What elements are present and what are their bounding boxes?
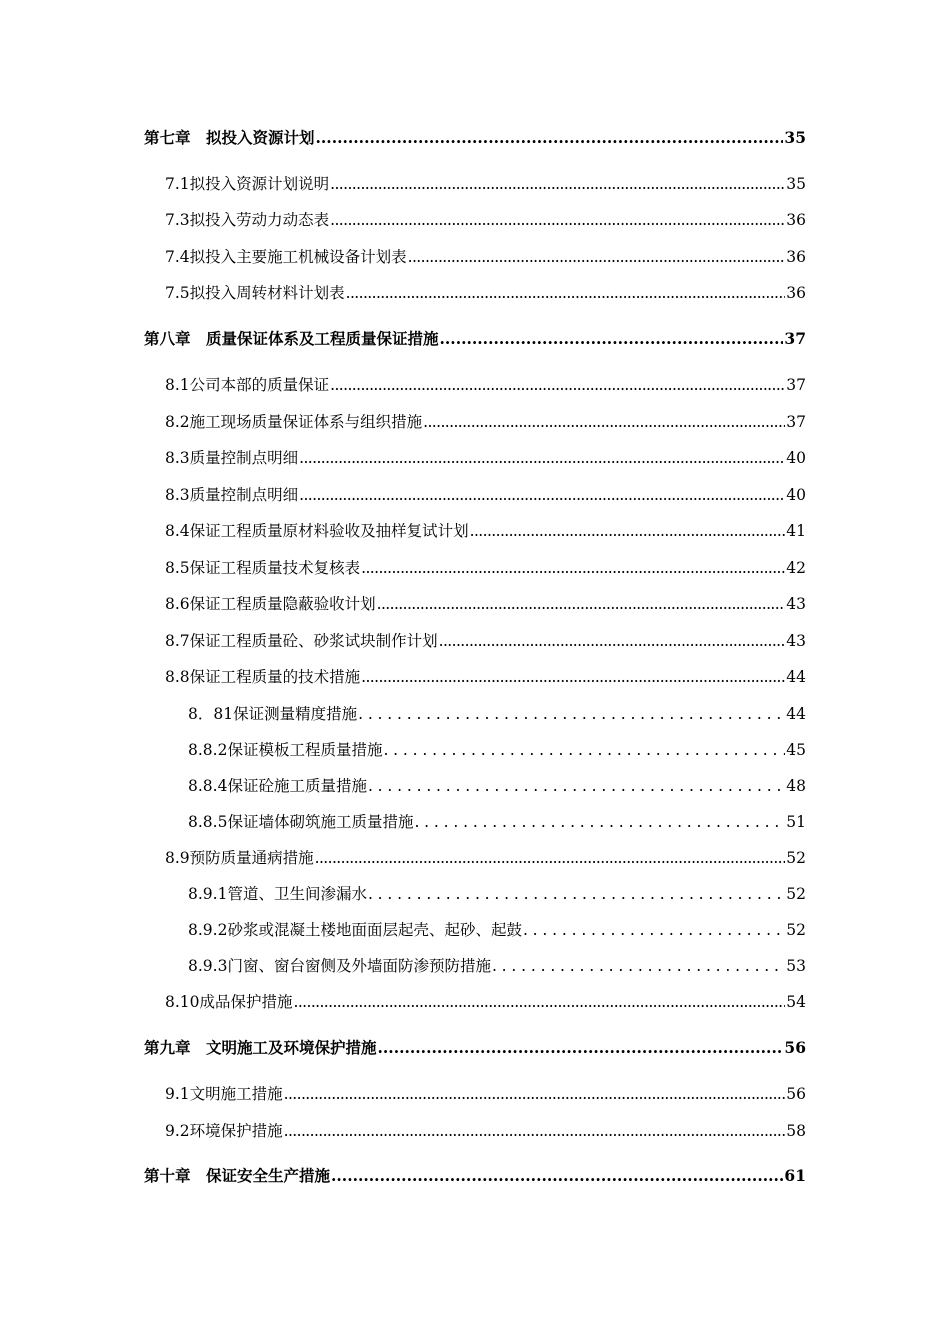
toc-entry-title: 8.6保证工程质量隐蔽验收计划 xyxy=(165,595,376,613)
toc-entry-title: 9.2环境保护措施 xyxy=(165,1122,283,1140)
toc-entry-title: 8.9.2砂浆或混凝土楼地面面层起壳、起砂、起鼓 xyxy=(188,921,522,939)
toc-entry-title: 8.3质量控制点明细 xyxy=(165,449,299,467)
toc-entry-section[interactable] xyxy=(165,281,806,305)
toc-entry-page: 54 xyxy=(786,993,806,1011)
toc-entry-chapter[interactable] xyxy=(144,126,806,150)
toc-entry-subsection[interactable] xyxy=(188,882,806,906)
toc-entry-section[interactable] xyxy=(165,1119,806,1143)
toc-leader-dots xyxy=(414,813,785,831)
toc-entry-title: 9.1文明施工措施 xyxy=(165,1085,283,1103)
toc-entry-title: 7.4拟投入主要施工机械设备计划表 xyxy=(165,248,407,266)
toc-entry-subsection[interactable] xyxy=(188,738,806,762)
toc-entry-page: 35 xyxy=(786,175,806,193)
toc-entry-title: 8.8.5保证墙体砌筑施工质量措施 xyxy=(188,813,414,831)
toc-entry-section[interactable] xyxy=(165,245,806,269)
toc-entry-section[interactable] xyxy=(165,483,806,507)
toc-entry-section[interactable] xyxy=(165,373,806,397)
toc-leader-dots xyxy=(492,957,785,975)
toc-leader-dots xyxy=(383,741,785,759)
toc-leader-dots xyxy=(378,1038,784,1057)
toc-entry-section[interactable] xyxy=(165,665,806,689)
toc-entry-title: 8.9.1管道、卫生间渗漏水 xyxy=(188,885,367,903)
toc-entry-title: 8.8保证工程质量的技术措施 xyxy=(165,668,361,686)
toc-entry-section[interactable] xyxy=(165,519,806,543)
toc-leader-dots xyxy=(330,211,785,229)
toc-entry-page: 40 xyxy=(786,486,806,504)
toc-leader-dots xyxy=(408,248,786,266)
toc-entry-title: 第七章 拟投入资源计划 xyxy=(144,128,315,147)
toc-leader-dots xyxy=(368,777,785,795)
toc-leader-dots xyxy=(315,849,786,867)
toc-entry-page: 52 xyxy=(786,885,806,903)
toc-entry-page: 58 xyxy=(786,1122,806,1140)
toc-entry-chapter[interactable] xyxy=(144,1164,806,1188)
toc-leader-dots xyxy=(284,1122,786,1140)
toc-entry-page: 37 xyxy=(784,329,806,348)
toc-leader-dots xyxy=(440,329,784,348)
toc-leader-dots xyxy=(470,522,786,540)
toc-entry-page: 41 xyxy=(786,522,806,540)
toc-entry-section[interactable] xyxy=(165,1082,806,1106)
toc-entry-title: 第八章 质量保证体系及工程质量保证措施 xyxy=(144,329,439,348)
toc-entry-page: 35 xyxy=(784,128,806,147)
toc-entry-section[interactable] xyxy=(165,446,806,470)
toc-entry-section[interactable] xyxy=(165,592,806,616)
toc-leader-dots xyxy=(377,595,786,613)
toc-leader-dots xyxy=(330,175,785,193)
toc-entry-title: 8.7保证工程质量砼、砂浆试块制作计划 xyxy=(165,632,438,650)
toc-entry-page: 61 xyxy=(784,1166,806,1185)
toc-entry-subsection[interactable] xyxy=(188,810,806,834)
toc-entry-title: 第十章 保证安全生产措施 xyxy=(144,1166,331,1185)
toc-leader-dots xyxy=(316,128,784,147)
toc-entry-section[interactable] xyxy=(165,410,806,434)
toc-entry-page: 36 xyxy=(786,211,806,229)
toc-entry-subsection[interactable] xyxy=(188,954,806,978)
toc-entry-title: 7.1拟投入资源计划说明 xyxy=(165,175,330,193)
toc-leader-dots xyxy=(299,486,785,504)
toc-leader-dots xyxy=(423,413,785,431)
toc-entry-page: 36 xyxy=(786,248,806,266)
toc-entry-section[interactable] xyxy=(165,990,806,1014)
toc-entry-title: 8.9.3门窗、窗台窗侧及外墙面防渗预防措施 xyxy=(188,957,491,975)
toc-entry-page: 56 xyxy=(786,1085,806,1103)
toc-entry-section[interactable] xyxy=(165,556,806,580)
toc-entry-page: 52 xyxy=(786,849,806,867)
toc-entry-title: 8.4保证工程质量原材料验收及抽样复试计划 xyxy=(165,522,469,540)
toc-entry-chapter[interactable] xyxy=(144,327,806,351)
toc-leader-dots xyxy=(330,376,785,394)
toc-entry-title: 8.9预防质量通病措施 xyxy=(165,849,314,867)
toc-leader-dots xyxy=(439,632,786,650)
toc-entry-title: 8.3质量控制点明细 xyxy=(165,486,299,504)
toc-leader-dots xyxy=(368,885,785,903)
toc-leader-dots xyxy=(358,705,785,723)
toc-leader-dots xyxy=(361,559,785,577)
toc-leader-dots xyxy=(284,1085,786,1103)
toc-entry-page: 37 xyxy=(786,413,806,431)
toc-entry-title: 8.10成品保护措施 xyxy=(165,993,293,1011)
toc-entry-page: 53 xyxy=(786,957,806,975)
toc-entry-title: 第九章 文明施工及环境保护措施 xyxy=(144,1038,377,1057)
toc-leader-dots xyxy=(361,668,785,686)
toc-entry-title: 8.8.2保证模板工程质量措施 xyxy=(188,741,383,759)
toc-entry-subsection[interactable] xyxy=(188,774,806,798)
toc-entry-title: 7.5拟投入周转材料计划表 xyxy=(165,284,345,302)
toc-entry-page: 45 xyxy=(786,741,806,759)
toc-entry-page: 40 xyxy=(786,449,806,467)
toc-entry-subsection[interactable] xyxy=(188,702,806,726)
toc-entry-section[interactable] xyxy=(165,208,806,232)
toc-entry-page: 51 xyxy=(786,813,806,831)
toc-entry-page: 48 xyxy=(786,777,806,795)
toc-leader-dots xyxy=(331,1166,783,1185)
toc-leader-dots xyxy=(523,921,785,939)
toc-entry-title: 8.8.4保证砼施工质量措施 xyxy=(188,777,367,795)
toc-entry-page: 44 xyxy=(786,705,806,723)
toc-entry-subsection[interactable] xyxy=(188,918,806,942)
toc-leader-dots xyxy=(299,449,785,467)
toc-entry-page: 43 xyxy=(786,595,806,613)
toc-entry-title: 8.2施工现场质量保证体系与组织措施 xyxy=(165,413,423,431)
toc-leader-dots xyxy=(346,284,786,302)
toc-entry-title: 8.1公司本部的质量保证 xyxy=(165,376,330,394)
toc-entry-page: 43 xyxy=(786,632,806,650)
toc-entry-page: 37 xyxy=(786,376,806,394)
toc-entry-page: 36 xyxy=(786,284,806,302)
toc-entry-chapter[interactable] xyxy=(144,1036,806,1060)
toc-entry-page: 42 xyxy=(786,559,806,577)
toc-entry-section[interactable] xyxy=(165,172,806,196)
toc-entry-page: 52 xyxy=(786,921,806,939)
toc-entry-page: 56 xyxy=(784,1038,806,1057)
toc-entry-page: 44 xyxy=(786,668,806,686)
toc-entry-title: 8.5保证工程质量技术复核表 xyxy=(165,559,361,577)
toc-entry-section[interactable] xyxy=(165,629,806,653)
toc-leader-dots xyxy=(294,993,786,1011)
toc-entry-title: 8．81保证测量精度措施 xyxy=(188,705,358,723)
toc-entry-section[interactable] xyxy=(165,846,806,870)
toc-entry-title: 7.3拟投入劳动力动态表 xyxy=(165,211,330,229)
